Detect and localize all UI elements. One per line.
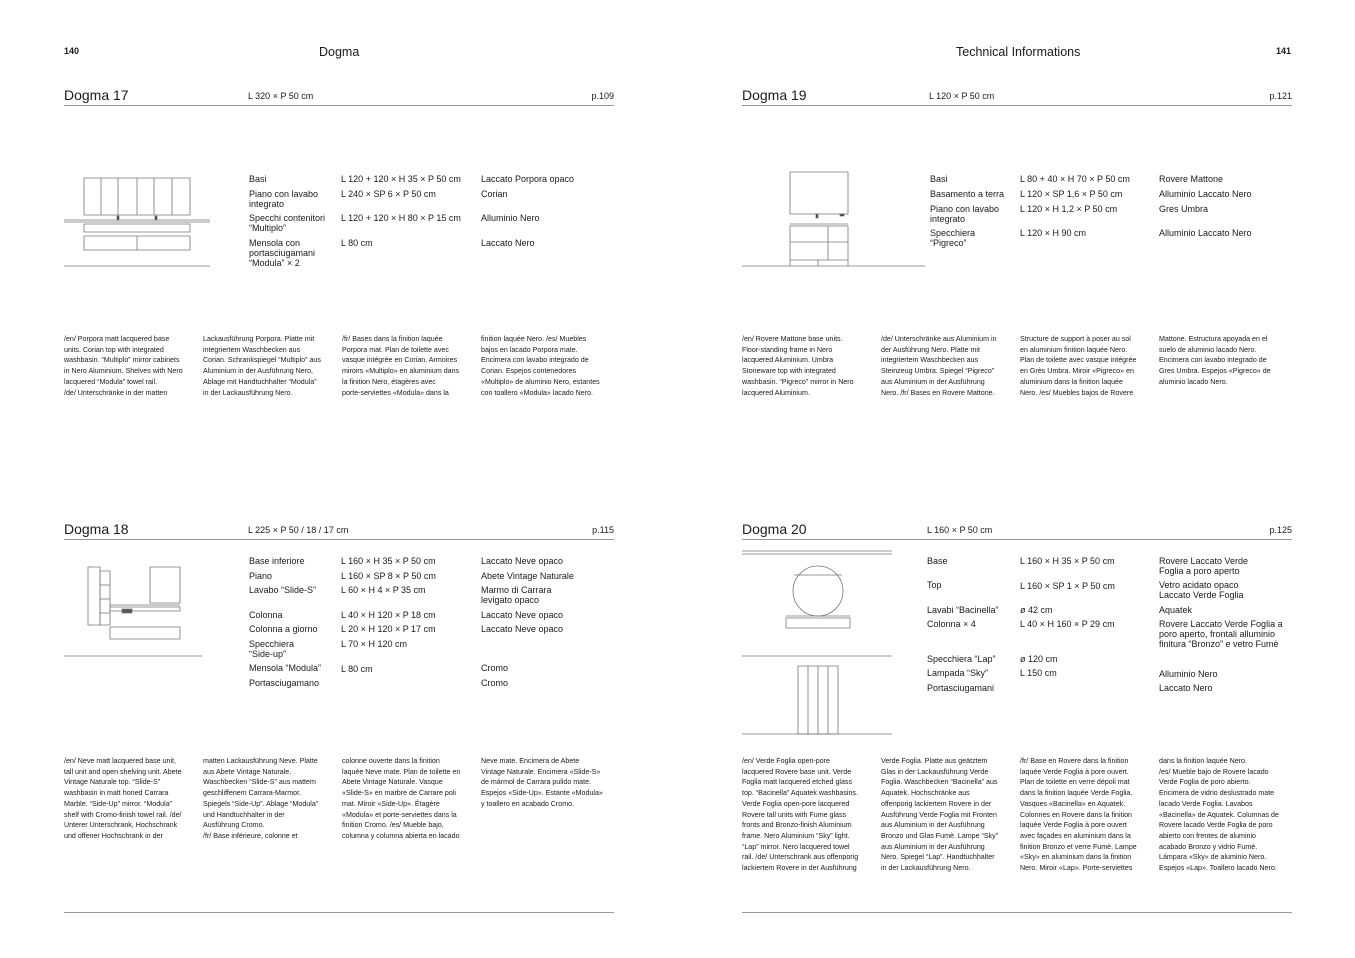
spec-size: L 70 × H 120 cm — [341, 639, 407, 649]
spec-item: Basamento a terra — [930, 189, 1005, 199]
description-dogma-19 — [742, 334, 1298, 398]
spec-finish: Laccato Neve opaco — [481, 624, 564, 634]
spec-finish: Laccato Neve opaco — [481, 610, 564, 620]
description-column: finition laquée Nero. /es/ Muebles bajos en lacado Porpora mate. Encimera con lavabo integrado de Corian. Espejos contenedores «Multiplo» de aluminio Nero, estantes con toallero «Modula» lacado Nero. — [481, 335, 600, 397]
dogma-17-drawing — [64, 176, 210, 268]
spec-size: L 160 × H 35 × P 50 cm — [341, 556, 436, 566]
dogma-20-drawing — [742, 548, 892, 738]
section-dimensions: L 160 × P 50 cm — [927, 525, 993, 535]
spec-finish: Alluminio Laccato Nero — [1159, 189, 1252, 199]
spec-size: L 120 + 120 × H 80 × P 15 cm — [341, 213, 461, 223]
description-dogma-18 — [64, 756, 620, 842]
spec-item: Colonna × 4 — [927, 619, 976, 629]
spec-finish: Alluminio Laccato Nero — [1159, 228, 1252, 238]
description-column: /en/ Verde Foglia open-pore lacquered Rovere base unit. Verde Foglia matt lacquered etched glass top. “Bacinella” Aquatek washbasins. Verde Foglia open-pore lacquered Rovere tall units with Fume glass fronts and Bronzo-finish Aluminium frame. Nero Aluminium “Sky” light. “Lap” mirror. Nero lacquered towel rail. /de/ Unterschrank aus offenporig lackiertem Rovere in der Ausführung — [742, 757, 859, 873]
spec-size: L 40 × H 120 × P 18 cm — [341, 610, 436, 620]
footer-divider-left — [64, 912, 614, 913]
section-title: Dogma 20 — [742, 521, 807, 537]
spec-size: L 60 × H 4 × P 35 cm — [341, 585, 426, 595]
description-column: /en/ Porpora matt lacquered base units. Corian top with integrated washbasin. “Multiplo” mirror cabinets in Nero Aluminium. Shelves with Nero lacquered “Modula” towel rail. /de/ Unterschränke in der matten — [64, 335, 183, 397]
description-column: /en/ Rovere Mattone base units. Floor-standing frame in Nero lacquered Aluminium. Umbra Stoneware top with integrated washbasin. “Pigreco” mirror in Nero lacquered Aluminium. — [742, 335, 854, 397]
spec-item: Mensola “Modula” — [249, 663, 322, 673]
description-column: Neve mate. Encimera de Abete Vintage Naturale. Encimera «Slide-S» de mármol de Carrara pulido mate. Espejos «Side-Up». Estante «Modula» y toallero en acabado Cromo. — [481, 757, 603, 808]
description-column: colonne ouverte dans la finition laquée Neve mate. Plan de toilette en Abete Vintage Naturale. Vasque «Slide-S» en marbre de Carrare poli mat. Miroir «Side-Up». Étagère «Modula» et porte-serviettes dans la finition Cromo. /es/ Mueble bajo, columna y columna abierta en lacado — [342, 757, 461, 840]
section-title: Dogma 18 — [64, 521, 129, 537]
spec-size: L 40 × H 160 × P 29 cm — [1020, 619, 1115, 629]
spec-size: L 120 × H 90 cm — [1020, 228, 1086, 238]
spec-finish: Cromo — [481, 663, 509, 673]
dogma-19-drawing — [742, 170, 925, 268]
spec-size: ø 120 cm — [1020, 654, 1058, 664]
spec-finish: Rovere Mattone — [1159, 174, 1224, 184]
spec-item: Basi — [930, 174, 948, 184]
spec-size: L 120 + 120 × H 35 × P 50 cm — [341, 174, 461, 184]
spec-item: Lampada “Sky” — [927, 668, 989, 678]
right-page-title: Technical Informations — [956, 45, 1081, 59]
spec-finish: Laccato Nero — [1159, 683, 1213, 693]
spec-item: Mensola con portasciugamani “Modula” × 2 — [249, 238, 316, 268]
section-title: Dogma 19 — [742, 87, 807, 103]
spec-size: L 80 + 40 × H 70 × P 50 cm — [1020, 174, 1130, 184]
spec-size: L 80 cm — [341, 664, 373, 674]
right-page-number: 141 — [1276, 46, 1292, 56]
spec-size: L 80 cm — [341, 238, 373, 248]
spec-item: Piano — [249, 571, 273, 581]
spec-item: Specchiera “Lap” — [927, 654, 996, 664]
section-dimensions: L 225 × P 50 / 18 / 17 cm — [248, 525, 349, 535]
section-title: Dogma 17 — [64, 87, 129, 103]
spec-finish: Marmo di Carrara levigato opaco — [481, 585, 552, 605]
spec-item: Piano con lavabo integrato — [930, 204, 1000, 224]
spec-item: Specchiera “Side-up” — [249, 639, 295, 659]
section-page-ref[interactable]: p.115 — [592, 525, 614, 535]
section-dimensions: L 120 × P 50 cm — [929, 91, 995, 101]
spec-finish: Aquatek — [1159, 605, 1193, 615]
section-divider — [742, 105, 1292, 106]
spec-size: L 120 × SP 1,6 × P 50 cm — [1020, 189, 1123, 199]
spec-finish: Laccato Porpora opaco — [481, 174, 575, 184]
spec-finish: Laccato Nero — [481, 238, 535, 248]
spec-item: Base — [927, 556, 948, 566]
spec-item: Specchiera “Pigreco” — [930, 228, 976, 248]
spec-finish: Gres Umbra — [1159, 204, 1209, 214]
spec-finish: Cromo — [481, 678, 509, 688]
description-dogma-20 — [742, 756, 1298, 874]
section-page-ref[interactable]: p.125 — [1269, 525, 1292, 535]
spec-finish: Rovere Laccato Verde Foglia a poro aperto — [1159, 556, 1249, 576]
spec-item: Top — [927, 580, 942, 590]
description-dogma-17 — [64, 334, 620, 398]
left-page-number: 140 — [64, 46, 80, 56]
spec-finish: Laccato Neve opaco — [481, 556, 564, 566]
spec-finish: Alluminio Nero — [481, 213, 540, 223]
description-column: /de/ Unterschränke aus Aluminium in der Ausführung Nero. Platte mit integriertem Waschbecken aus Steinzeug Umbra. Spiegel “Pigreco” aus Aluminium in der Ausführung Nero. /fr/ Bases en Rovere Mattone. — [881, 335, 997, 397]
description-column: /fr/ Bases dans la finition laquée Porpora mat. Plan de toilette avec vasque intégrée en Corian. Armoires miroirs «Multiplo» en aluminium dans la finition Nero, étagères avec porte-serviettes «Modula» dans la — [342, 335, 460, 397]
section-dimensions: L 320 × P 50 cm — [248, 91, 314, 101]
spec-finish: Rovere Laccato Verde Foglia a poro aperto, frontali alluminio finitura “Bronzo” e vetro Fumè — [1159, 619, 1283, 649]
spec-item: Portasciugamano — [249, 678, 320, 688]
spec-finish: Corian — [481, 189, 508, 199]
description-column: Verde Foglia. Platte aus geätztem Glas in der Lackausführung Verde Foglia. Waschbecken “Bacinella” aus Aquatek. Hochschränke aus offenporig lackiertem Rovere in der Ausführung Verde Foglia mit Fronten aus Aluminium in der Ausführung Bronzo und Glas Fumè. Lampe “Sky” aus Aluminium in der Ausführung Nero. Spiegel “Lap”. Handtuchhalter in der Lackausführung Nero. — [881, 757, 999, 873]
spec-size: L 240 × SP 6 × P 50 cm — [341, 189, 436, 199]
spec-size: L 150 cm — [1020, 668, 1057, 678]
spec-item: Piano con lavabo integrato — [249, 189, 319, 209]
spec-size: L 20 × H 120 × P 17 cm — [341, 624, 436, 634]
spec-size: ø 42 cm — [1020, 605, 1053, 615]
left-page-title: Dogma — [319, 45, 360, 59]
description-column: Lackausführung Porpora. Platte mit integriertem Waschbecken aus Corian. Schrankspiegel “Multiplo” aus Aluminium in der Ausführung Nero, Ablage mit Handtuchhalter “Modula” in der Lackausführung Nero. — [203, 335, 321, 397]
spec-size: L 160 × SP 8 × P 50 cm — [341, 571, 436, 581]
description-column: /fr/ Base en Rovere dans la finition laquée Verde Foglia à pore ouvert. Plan de toilette en verre dépoli mat dans la finition laquée Verde Foglia. Vasques «Bacinella» en Aquatek. Colonnes en Rovere dans la finition laquée Verde Foglia à pore ouvert avec façades en aluminium dans la finition Bronzo et verre Fumè. Lampe «Sky» en aluminium dans la finition Nero. Miroir «Lap». Porte-serviettes — [1020, 757, 1137, 873]
spec-item: Specchi contenitori “Multiplo” — [249, 213, 326, 233]
description-column: /en/ Neve matt lacquered base unit, tall unit and open shelving unit. Abete Vintage Naturale top. “Slide-S” washbasin in matt honed Carrara Marble. “Side-Up” mirror. “Modula” shelf with Cromo-finish towel rail. /de/ Unterer Unterschrank, Hochschrank und offener Hochschrank in der — [64, 757, 182, 840]
spec-finish: Alluminio Nero — [1159, 669, 1218, 679]
section-header-dogma-19 — [742, 87, 1292, 107]
description-column: dans la finition laquée Nero. /es/ Mueble bajo de Rovere lacado Verde Foglia de poro abierto. Encimera de vidrio deslustrado mate lacado Verde Foglia. Lavabos «Bacinella» de Aquatek. Columnas de Rovere lacado Verde Foglia de poro abierto con frentes de aluminio acabado Bronzo y vidrio Fumè. Lámpara «Sky» de aluminio Nero. Espejos «Lap». Toallero lacado Nero. — [1159, 757, 1279, 873]
section-divider — [64, 539, 614, 540]
spec-finish: Vetro acidato opaco Laccato Verde Foglia — [1159, 580, 1244, 600]
spec-item: Colonna — [249, 610, 283, 620]
spec-item: Lavabo “Slide-S” — [249, 585, 317, 595]
spec-item: Colonna a giorno — [249, 624, 318, 634]
spec-item: Base inferiore — [249, 556, 305, 566]
description-column: matten Lackausführung Neve. Platte aus Abete Vintage Naturale. Waschbecken “Slide-S” aus mattem geschliffenem Carrara-Marmor. Spiegels “Side-Up”. Ablage “Modula” und Handtuchhalter in der Ausführung Cromo. /fr/ Base inférieure, colonne et — [203, 757, 319, 840]
description-column: Structure de support à poser au sol en aluminium finition laquée Nero. Plan de toilette avec vasque intégrée en Grès Umbra. Miroir «Pigreco» en aluminium dans la finition laquée Nero. /es/ Muebles bajos de Rovere — [1020, 335, 1137, 397]
spec-finish: Abete Vintage Naturale — [481, 571, 574, 581]
description-column: Mattone. Estructura apoyada en el suelo de aluminio lacado Nero. Encimera con lavabo integrado de Gres Umbra. Espejos «Pigreco» de aluminio lacado Nero. — [1159, 335, 1271, 386]
section-divider — [64, 105, 614, 106]
section-header-dogma-20 — [742, 521, 1292, 541]
footer-divider-right — [742, 912, 1292, 913]
spec-size: L 160 × H 35 × P 50 cm — [1020, 556, 1115, 566]
spec-item: Lavabi “Bacinella” — [927, 605, 999, 615]
spec-item: Basi — [249, 174, 267, 184]
section-header-dogma-17 — [64, 87, 614, 107]
dogma-18-drawing — [64, 565, 202, 657]
section-header-dogma-18 — [64, 521, 614, 541]
section-page-ref[interactable]: p.121 — [1269, 91, 1292, 101]
section-divider — [742, 539, 1292, 540]
spec-size: L 160 × SP 1 × P 50 cm — [1020, 581, 1115, 591]
section-page-ref[interactable]: p.109 — [591, 91, 614, 101]
spec-size: L 120 × H 1,2 × P 50 cm — [1020, 204, 1118, 214]
spec-item: Portasciugamani — [927, 683, 995, 693]
